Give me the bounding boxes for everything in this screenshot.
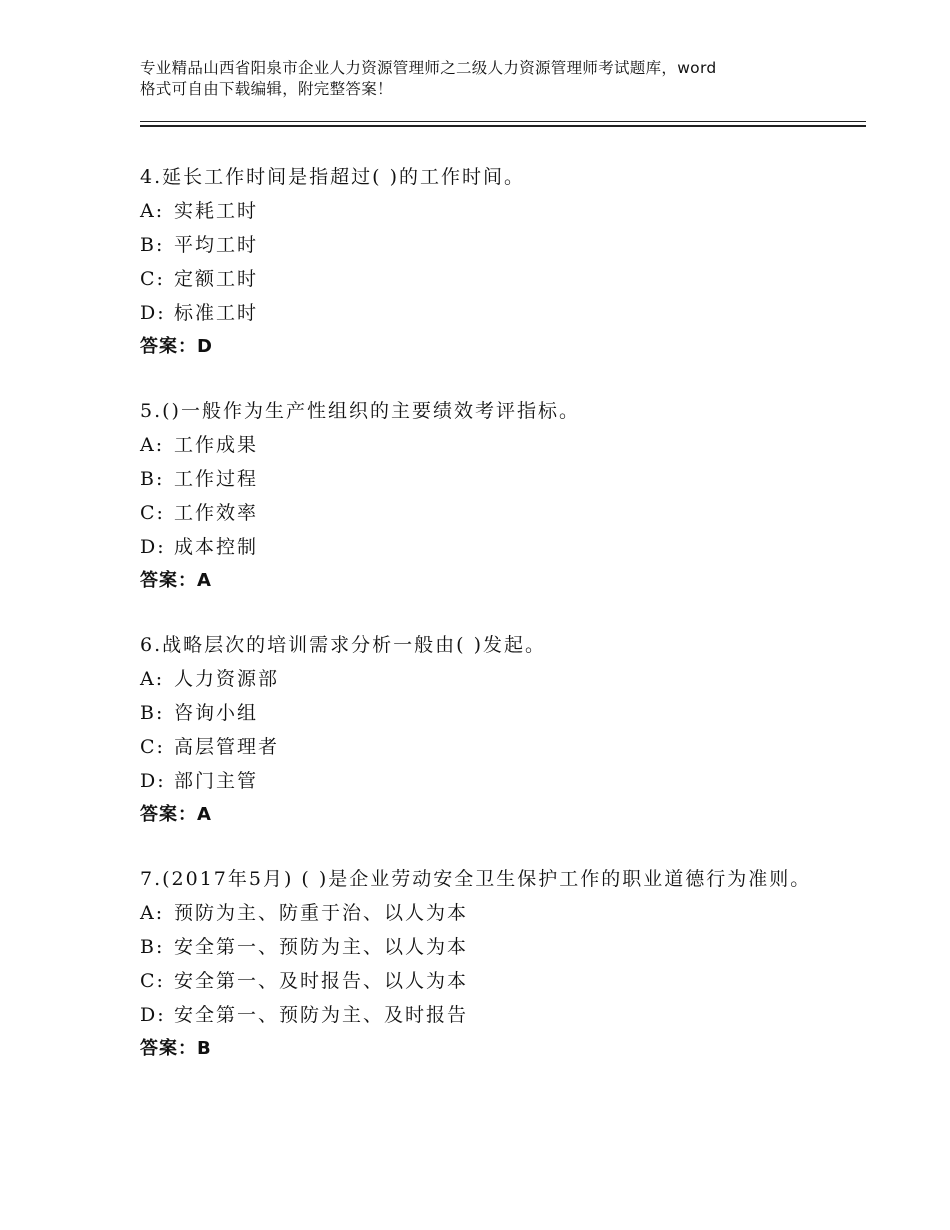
option-letter: D: — [140, 770, 166, 792]
question-5 — [140, 394, 820, 598]
option-b — [140, 228, 820, 262]
option-text: 工作效率 — [174, 502, 259, 524]
option-text: 人力资源部 — [174, 668, 280, 690]
option-d — [140, 530, 820, 564]
option-text: 安全第一、预防为主、及时报告 — [174, 1004, 469, 1026]
answer-line: 答案：A — [140, 570, 212, 591]
question-stem: 4.延长工作时间是指超过( )的工作时间。 — [140, 166, 525, 188]
question-7 — [140, 862, 820, 1066]
option-letter: A: — [140, 902, 165, 924]
question-stem: 7.(2017年5月) ( )是企业劳动安全卫生保护工作的职业道德行为准则。 — [140, 868, 812, 890]
option-letter: B: — [140, 234, 165, 256]
question-6 — [140, 628, 820, 832]
option-d — [140, 764, 820, 798]
option-letter: A: — [140, 668, 165, 690]
question-4 — [140, 160, 820, 364]
question-list — [140, 160, 820, 1096]
option-letter: C: — [140, 970, 165, 992]
header-line-2: 格式可自由下载编辑，附完整答案！ — [140, 80, 393, 98]
header-divider-thin — [140, 121, 866, 122]
option-c — [140, 262, 820, 296]
question-stem: 6.战略层次的培训需求分析一般由( )发起。 — [140, 634, 546, 656]
option-b — [140, 696, 820, 730]
option-letter: A: — [140, 200, 165, 222]
option-letter: B: — [140, 936, 165, 958]
option-a — [140, 896, 820, 930]
option-a — [140, 428, 820, 462]
option-b — [140, 462, 820, 496]
document-header — [140, 58, 840, 100]
option-letter: C: — [140, 502, 165, 524]
option-text: 平均工时 — [174, 234, 259, 256]
option-text: 标准工时 — [174, 302, 259, 324]
option-text: 工作成果 — [174, 434, 259, 456]
option-text: 成本控制 — [174, 536, 259, 558]
option-letter: D: — [140, 1004, 166, 1026]
option-text: 实耗工时 — [174, 200, 259, 222]
option-c — [140, 964, 820, 998]
option-text: 预防为主、防重于治、以人为本 — [174, 902, 469, 924]
option-letter: B: — [140, 468, 165, 490]
question-stem: 5.()一般作为生产性组织的主要绩效考评指标。 — [140, 400, 580, 422]
option-c — [140, 730, 820, 764]
header-divider-thick — [140, 125, 866, 127]
answer-line: 答案：A — [140, 804, 212, 825]
option-text: 工作过程 — [174, 468, 259, 490]
header-line-1: 专业精品山西省阳泉市企业人力资源管理师之二级人力资源管理师考试题库，word — [140, 59, 717, 77]
option-text: 咨询小组 — [174, 702, 259, 724]
option-text: 高层管理者 — [174, 736, 280, 758]
option-text: 安全第一、及时报告、以人为本 — [174, 970, 469, 992]
option-a — [140, 662, 820, 696]
option-d — [140, 998, 820, 1032]
option-letter: A: — [140, 434, 165, 456]
option-text: 部门主管 — [174, 770, 259, 792]
option-c — [140, 496, 820, 530]
option-letter: D: — [140, 536, 166, 558]
option-letter: C: — [140, 268, 165, 290]
option-letter: B: — [140, 702, 165, 724]
option-text: 定额工时 — [174, 268, 259, 290]
option-d — [140, 296, 820, 330]
option-a — [140, 194, 820, 228]
answer-line: 答案：B — [140, 1038, 212, 1059]
option-letter: D: — [140, 302, 166, 324]
option-text: 安全第一、预防为主、以人为本 — [174, 936, 469, 958]
option-b — [140, 930, 820, 964]
answer-line: 答案：D — [140, 336, 213, 357]
option-letter: C: — [140, 736, 165, 758]
